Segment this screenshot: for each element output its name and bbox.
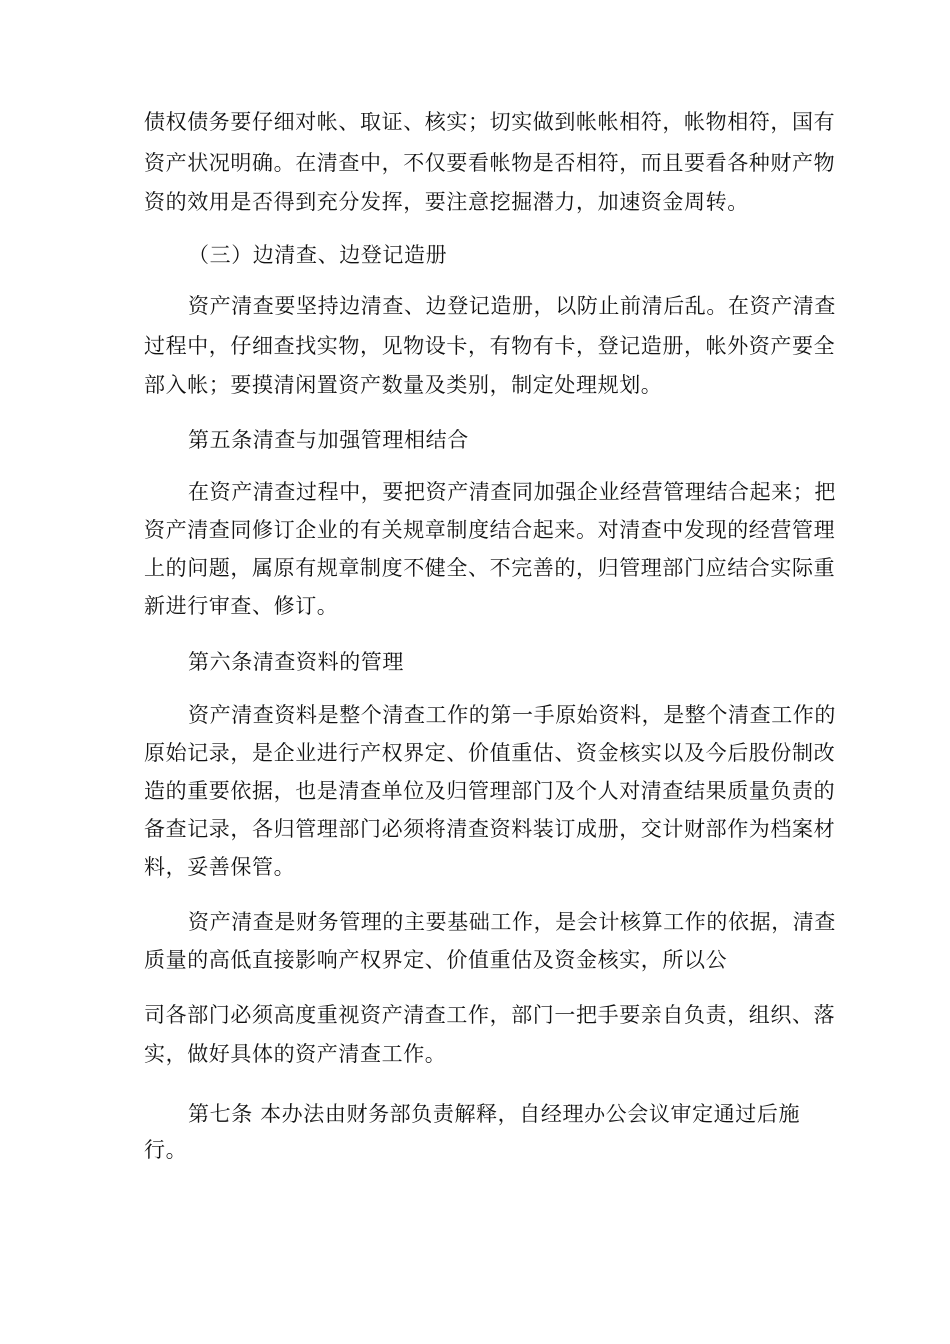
article-5-heading: 第五条清查与加强管理相结合 [188, 428, 469, 452]
text-line: 料，妥善保管。 [144, 855, 296, 879]
text-line: 实，做好具体的资产清查工作。 [144, 1042, 447, 1066]
text-line: 资产清查资料是整个清查工作的第一手原始资料，是整个清查工作的 [188, 703, 836, 727]
text-line: 备查记录，各归管理部门必须将清查资料装订成册，交计财部作为档案材 [144, 817, 836, 841]
section-heading-3: （三）边清查、边登记造册 [188, 243, 448, 267]
text-line: 资产状况明确。在清查中，不仅要看帐物是否相符，而且要看各种财产物 [144, 151, 836, 175]
text-line: 司各部门必须高度重视资产清查工作，部门一把手要亲自负责，组织、落 [144, 1003, 836, 1027]
text-line: 上的问题，属原有规章制度不健全、不完善的，归管理部门应结合实际重 [144, 556, 836, 580]
text-line: 过程中，仔细查找实物，见物设卡，有物有卡，登记造册，帐外资产要全 [144, 334, 836, 358]
text-line: 新进行审查、修订。 [144, 594, 339, 618]
text-line: 资产清查同修订企业的有关规章制度结合起来。对清查中发现的经营管理 [144, 518, 836, 542]
text-line: 在资产清查过程中，要把资产清查同加强企业经营管理结合起来；把 [188, 480, 836, 504]
text-line: 行。 [144, 1138, 188, 1162]
text-line: 资产清查要坚持边清查、边登记造册，以防止前清后乱。在资产清查 [188, 294, 836, 318]
text-line: 第七条 本办法由财务部负责解释，自经理办公会议审定通过后施 [188, 1102, 801, 1126]
text-line: 债权债务要仔细对帐、取证、核实；切实做到帐帐相符，帐物相符，国有 [144, 110, 836, 134]
article-6-heading: 第六条清查资料的管理 [188, 650, 404, 674]
text-line: 原始记录，是企业进行产权界定、价值重估、资金核实以及今后股份制改 [144, 741, 836, 765]
text-line: 资产清查是财务管理的主要基础工作，是会计核算工作的依据，清查 [188, 910, 836, 934]
text-line: 造的重要依据，也是清查单位及归管理部门及个人对清查结果质量负责的 [144, 779, 836, 803]
text-line: 质量的高低直接影响产权界定、价值重估及资金核实，所以公 [144, 948, 728, 972]
text-line: 资的效用是否得到充分发挥，要注意挖掘潜力，加速资金周转。 [144, 190, 749, 214]
text-line: 部入帐；要摸清闲置资产数量及类别，制定处理规划。 [144, 373, 663, 397]
